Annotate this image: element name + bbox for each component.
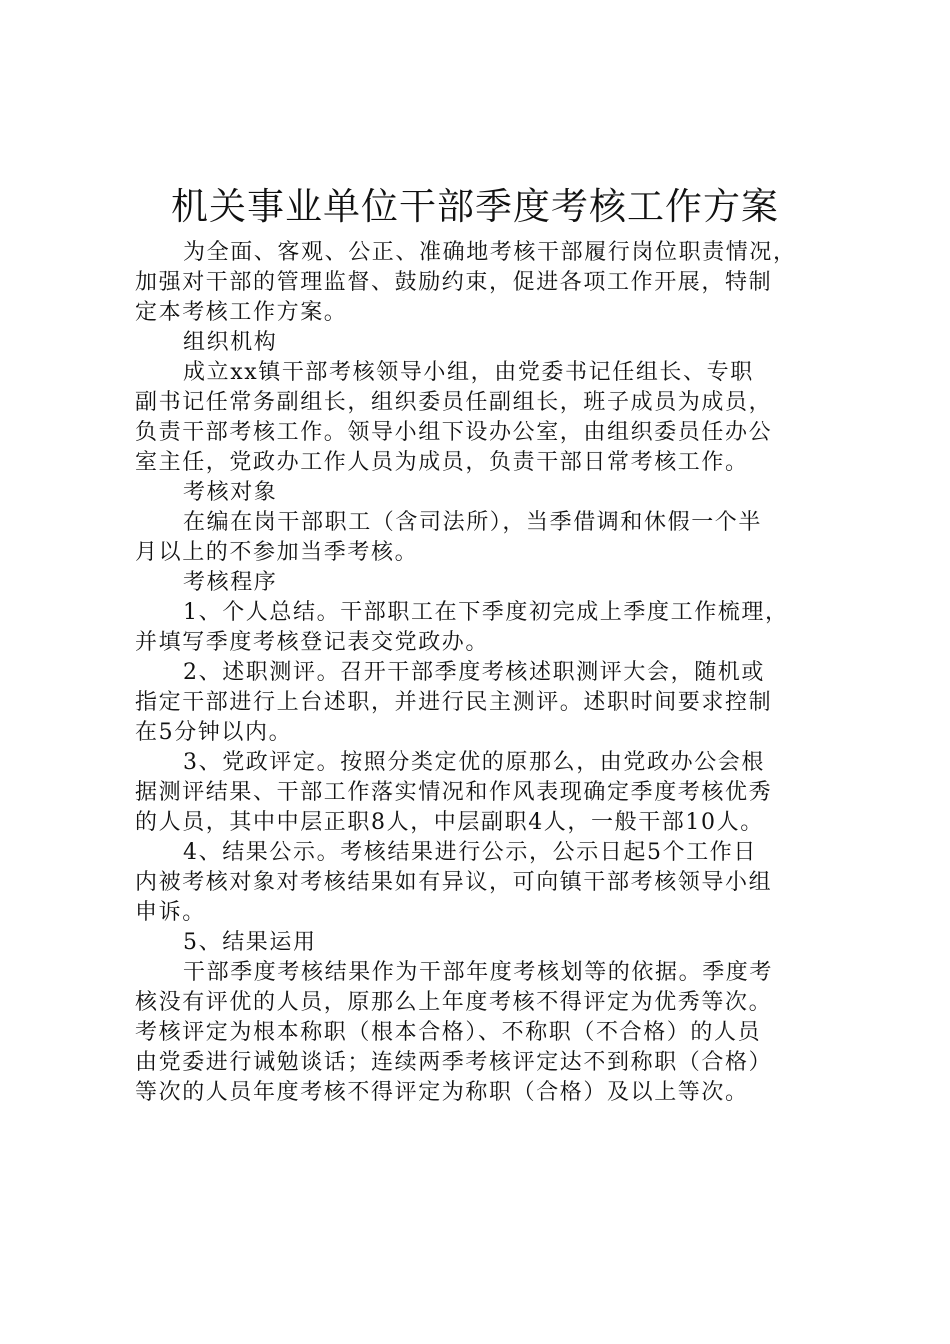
paragraph-line: 据测评结果、干部工作落实情况和作风表现确定季度考核优秀 [135, 780, 773, 805]
paragraph-line: 指定干部进行上台述职，并进行民主测评。述职时间要求控制 [135, 690, 773, 715]
paragraph-line: 副书记任常务副组长，组织委员任副组长，班子成员为成员， [135, 390, 773, 415]
document-body [135, 238, 825, 1108]
paragraph-line: 成立xx镇干部考核领导小组，由党委书记任组长、专职 [183, 360, 754, 385]
paragraph-line: 考核评定为根本称职（根本合格）、不称职（不合格）的人员 [135, 1020, 762, 1045]
paragraph-line: 在5分钟以内。 [135, 720, 293, 745]
paragraph-line: 等次的人员年度考核不得评定为称职（合格）及以上等次。 [135, 1080, 749, 1105]
section-heading: 组织机构 [183, 330, 278, 355]
document-title: 机关事业单位干部季度考核工作方案 [171, 185, 779, 228]
paragraph-line: 4、结果公示。考核结果进行公示，公示日起5个工作日 [183, 840, 757, 865]
section-heading: 考核对象 [183, 480, 278, 505]
paragraph-line: 负责干部考核工作。领导小组下设办公室，由组织委员任办公 [135, 420, 773, 445]
paragraph-line: 核没有评优的人员，原那么上年度考核不得评定为优秀等次。 [135, 990, 773, 1015]
paragraph-line: 2、述职测评。召开干部季度考核述职测评大会，随机或 [183, 660, 765, 685]
paragraph-line: 在编在岗干部职工（含司法所），当季借调和休假一个半 [183, 510, 763, 535]
paragraph-line: 定本考核工作方案。 [135, 300, 348, 325]
paragraph-line: 干部季度考核结果作为干部年度考核划等的依据。季度考 [183, 960, 774, 985]
paragraph-line: 3、党政评定。按照分类定优的原那么，由党政办公会根 [183, 750, 765, 775]
section-heading: 5、结果运用 [183, 930, 317, 955]
paragraph-line: 由党委进行诫勉谈话；连续两季考核评定达不到称职（合格） [135, 1050, 773, 1075]
paragraph-line: 为全面、客观、公正、准确地考核干部履行岗位职责情况， [183, 240, 797, 265]
paragraph-line: 室主任，党政办工作人员为成员，负责干部日常考核工作。 [135, 450, 749, 475]
section-heading: 考核程序 [183, 570, 278, 595]
paragraph-line: 1、个人总结。干部职工在下季度初完成上季度工作梳理， [183, 600, 789, 625]
paragraph-line: 并填写季度考核登记表交党政办。 [135, 630, 490, 655]
paragraph-line: 加强对干部的管理监督、鼓励约束，促进各项工作开展，特制 [135, 270, 773, 295]
paragraph-line: 内被考核对象对考核结果如有异议，可向镇干部考核领导小组 [135, 870, 773, 895]
paragraph-line: 申诉。 [135, 900, 206, 925]
paragraph-line: 的人员，其中中层正职8人，中层副职4人，一般干部10人。 [135, 810, 764, 835]
paragraph-line: 月以上的不参加当季考核。 [135, 540, 419, 565]
